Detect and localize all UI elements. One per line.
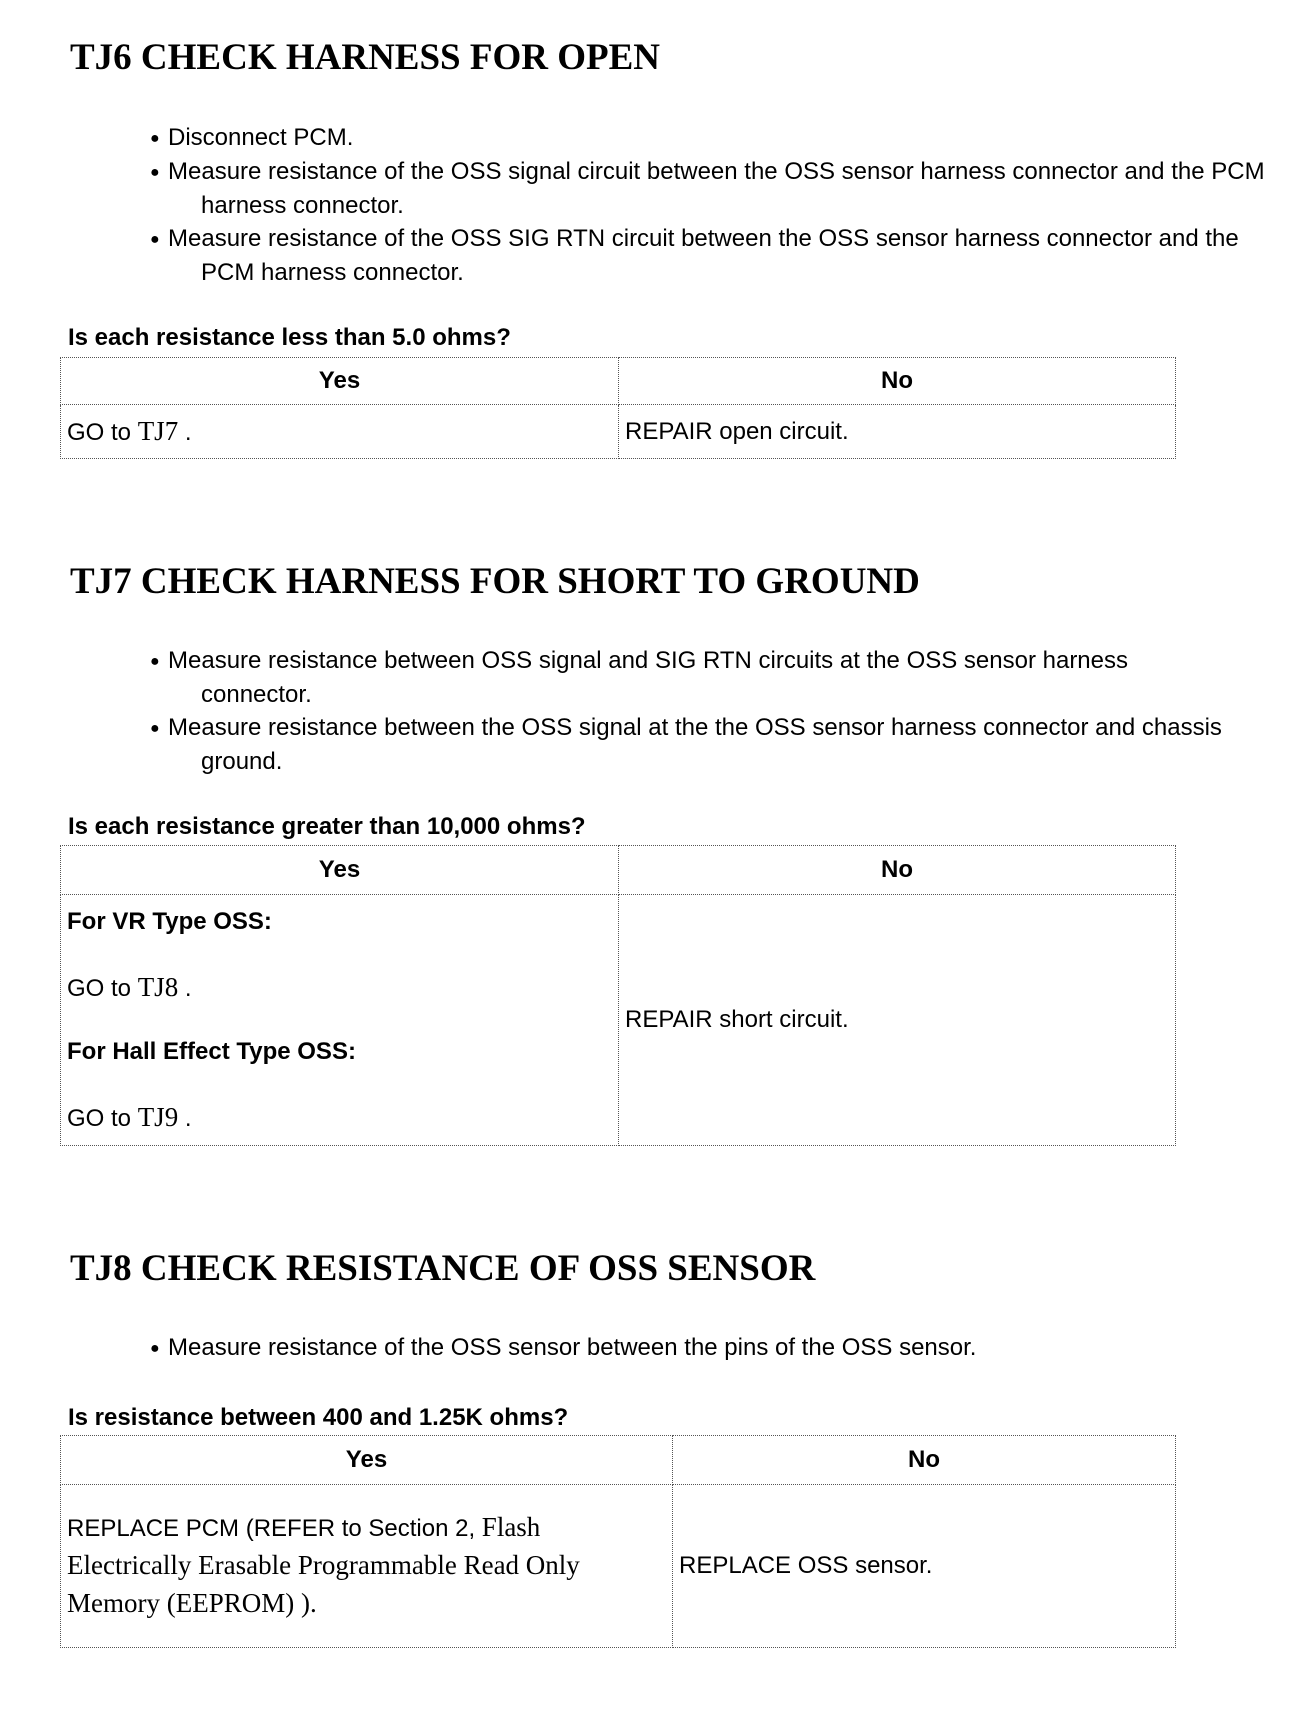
bullet-icon: ● <box>150 231 160 248</box>
vr-type-label: For VR Type OSS: <box>67 908 272 935</box>
step-list-tj7 <box>150 644 1270 778</box>
list-item <box>150 155 1270 222</box>
question-tj7: Is each resistance greater than 10,000 ohms? <box>68 813 586 840</box>
bullet-text: Measure resistance of the OSS SIG RTN circuit between the OSS sensor harness connector and the PCM harness connector. <box>168 225 1239 286</box>
no-cell: REPAIR short circuit. <box>619 895 1176 1146</box>
go-suffix: . <box>178 975 192 1002</box>
link-tj7[interactable]: TJ7 <box>137 416 179 446</box>
yes-header: Yes <box>61 846 619 895</box>
bullet-icon: ● <box>150 653 160 670</box>
yes-suffix: ). <box>294 1588 317 1618</box>
step-list-tj6 <box>150 121 1270 289</box>
yes-cell <box>61 405 619 459</box>
section-title-tj8: TJ8 CHECK RESISTANCE OF OSS SENSOR <box>70 1248 816 1289</box>
no-cell: REPAIR open circuit. <box>619 405 1176 459</box>
list-item <box>150 222 1241 289</box>
bullet-icon: ● <box>150 1340 160 1357</box>
step-list-tj8 <box>150 1331 1270 1365</box>
yes-cell <box>61 895 619 1146</box>
yes-cell <box>61 1485 673 1648</box>
no-header: No <box>673 1436 1176 1485</box>
no-header: No <box>619 358 1176 405</box>
decision-table-tj7 <box>60 845 1176 1146</box>
go-text: GO to <box>67 975 138 1002</box>
hall-effect-label: For Hall Effect Type OSS: <box>67 1038 356 1065</box>
link-tj9[interactable]: TJ9 <box>137 1102 179 1132</box>
hall-go-line <box>67 1101 612 1135</box>
bullet-icon: ● <box>150 720 160 737</box>
yes-header: Yes <box>61 1436 673 1485</box>
bullet-icon: ● <box>150 164 160 181</box>
yes-text: GO to <box>67 419 138 446</box>
link-eeprom[interactable]: Flash Electrically Erasable Programmable Read Only Memory (EEPROM) <box>67 1512 580 1618</box>
yes-header: Yes <box>61 358 619 405</box>
list-item <box>150 121 1270 155</box>
bullet-icon: ● <box>150 130 160 147</box>
decision-table-tj6 <box>60 357 1176 459</box>
list-item <box>150 711 1291 778</box>
link-tj8[interactable]: TJ8 <box>137 972 179 1002</box>
bullet-text: Measure resistance between OSS signal and SIG RTN circuits at the OSS sensor harness connector. <box>168 647 1128 708</box>
go-text: GO to <box>67 1105 138 1132</box>
question-tj8: Is resistance between 400 and 1.25K ohms? <box>68 1404 569 1431</box>
bullet-text: Measure resistance of the OSS signal circuit between the OSS sensor harness connector and the PCM harness connector. <box>168 158 1265 219</box>
yes-text: REPLACE PCM (REFER to Section 2, <box>67 1515 482 1542</box>
section-title-tj7: TJ7 CHECK HARNESS FOR SHORT TO GROUND <box>70 561 920 602</box>
vr-go-line <box>67 971 612 1005</box>
bullet-text: Measure resistance of the OSS sensor between the pins of the OSS sensor. <box>168 1334 977 1361</box>
list-item <box>150 1331 1270 1365</box>
bullet-text: Measure resistance between the OSS signal at the the OSS sensor harness connector and chassis ground. <box>168 714 1222 775</box>
decision-table-tj8 <box>60 1435 1176 1648</box>
no-header: No <box>619 846 1176 895</box>
question-tj6: Is each resistance less than 5.0 ohms? <box>68 324 511 351</box>
bullet-text: Disconnect PCM. <box>168 124 354 151</box>
yes-suffix: . <box>178 419 192 446</box>
go-suffix: . <box>178 1105 192 1132</box>
no-cell: REPLACE OSS sensor. <box>673 1485 1176 1648</box>
list-item <box>150 644 1241 711</box>
section-title-tj6: TJ6 CHECK HARNESS FOR OPEN <box>70 37 661 78</box>
